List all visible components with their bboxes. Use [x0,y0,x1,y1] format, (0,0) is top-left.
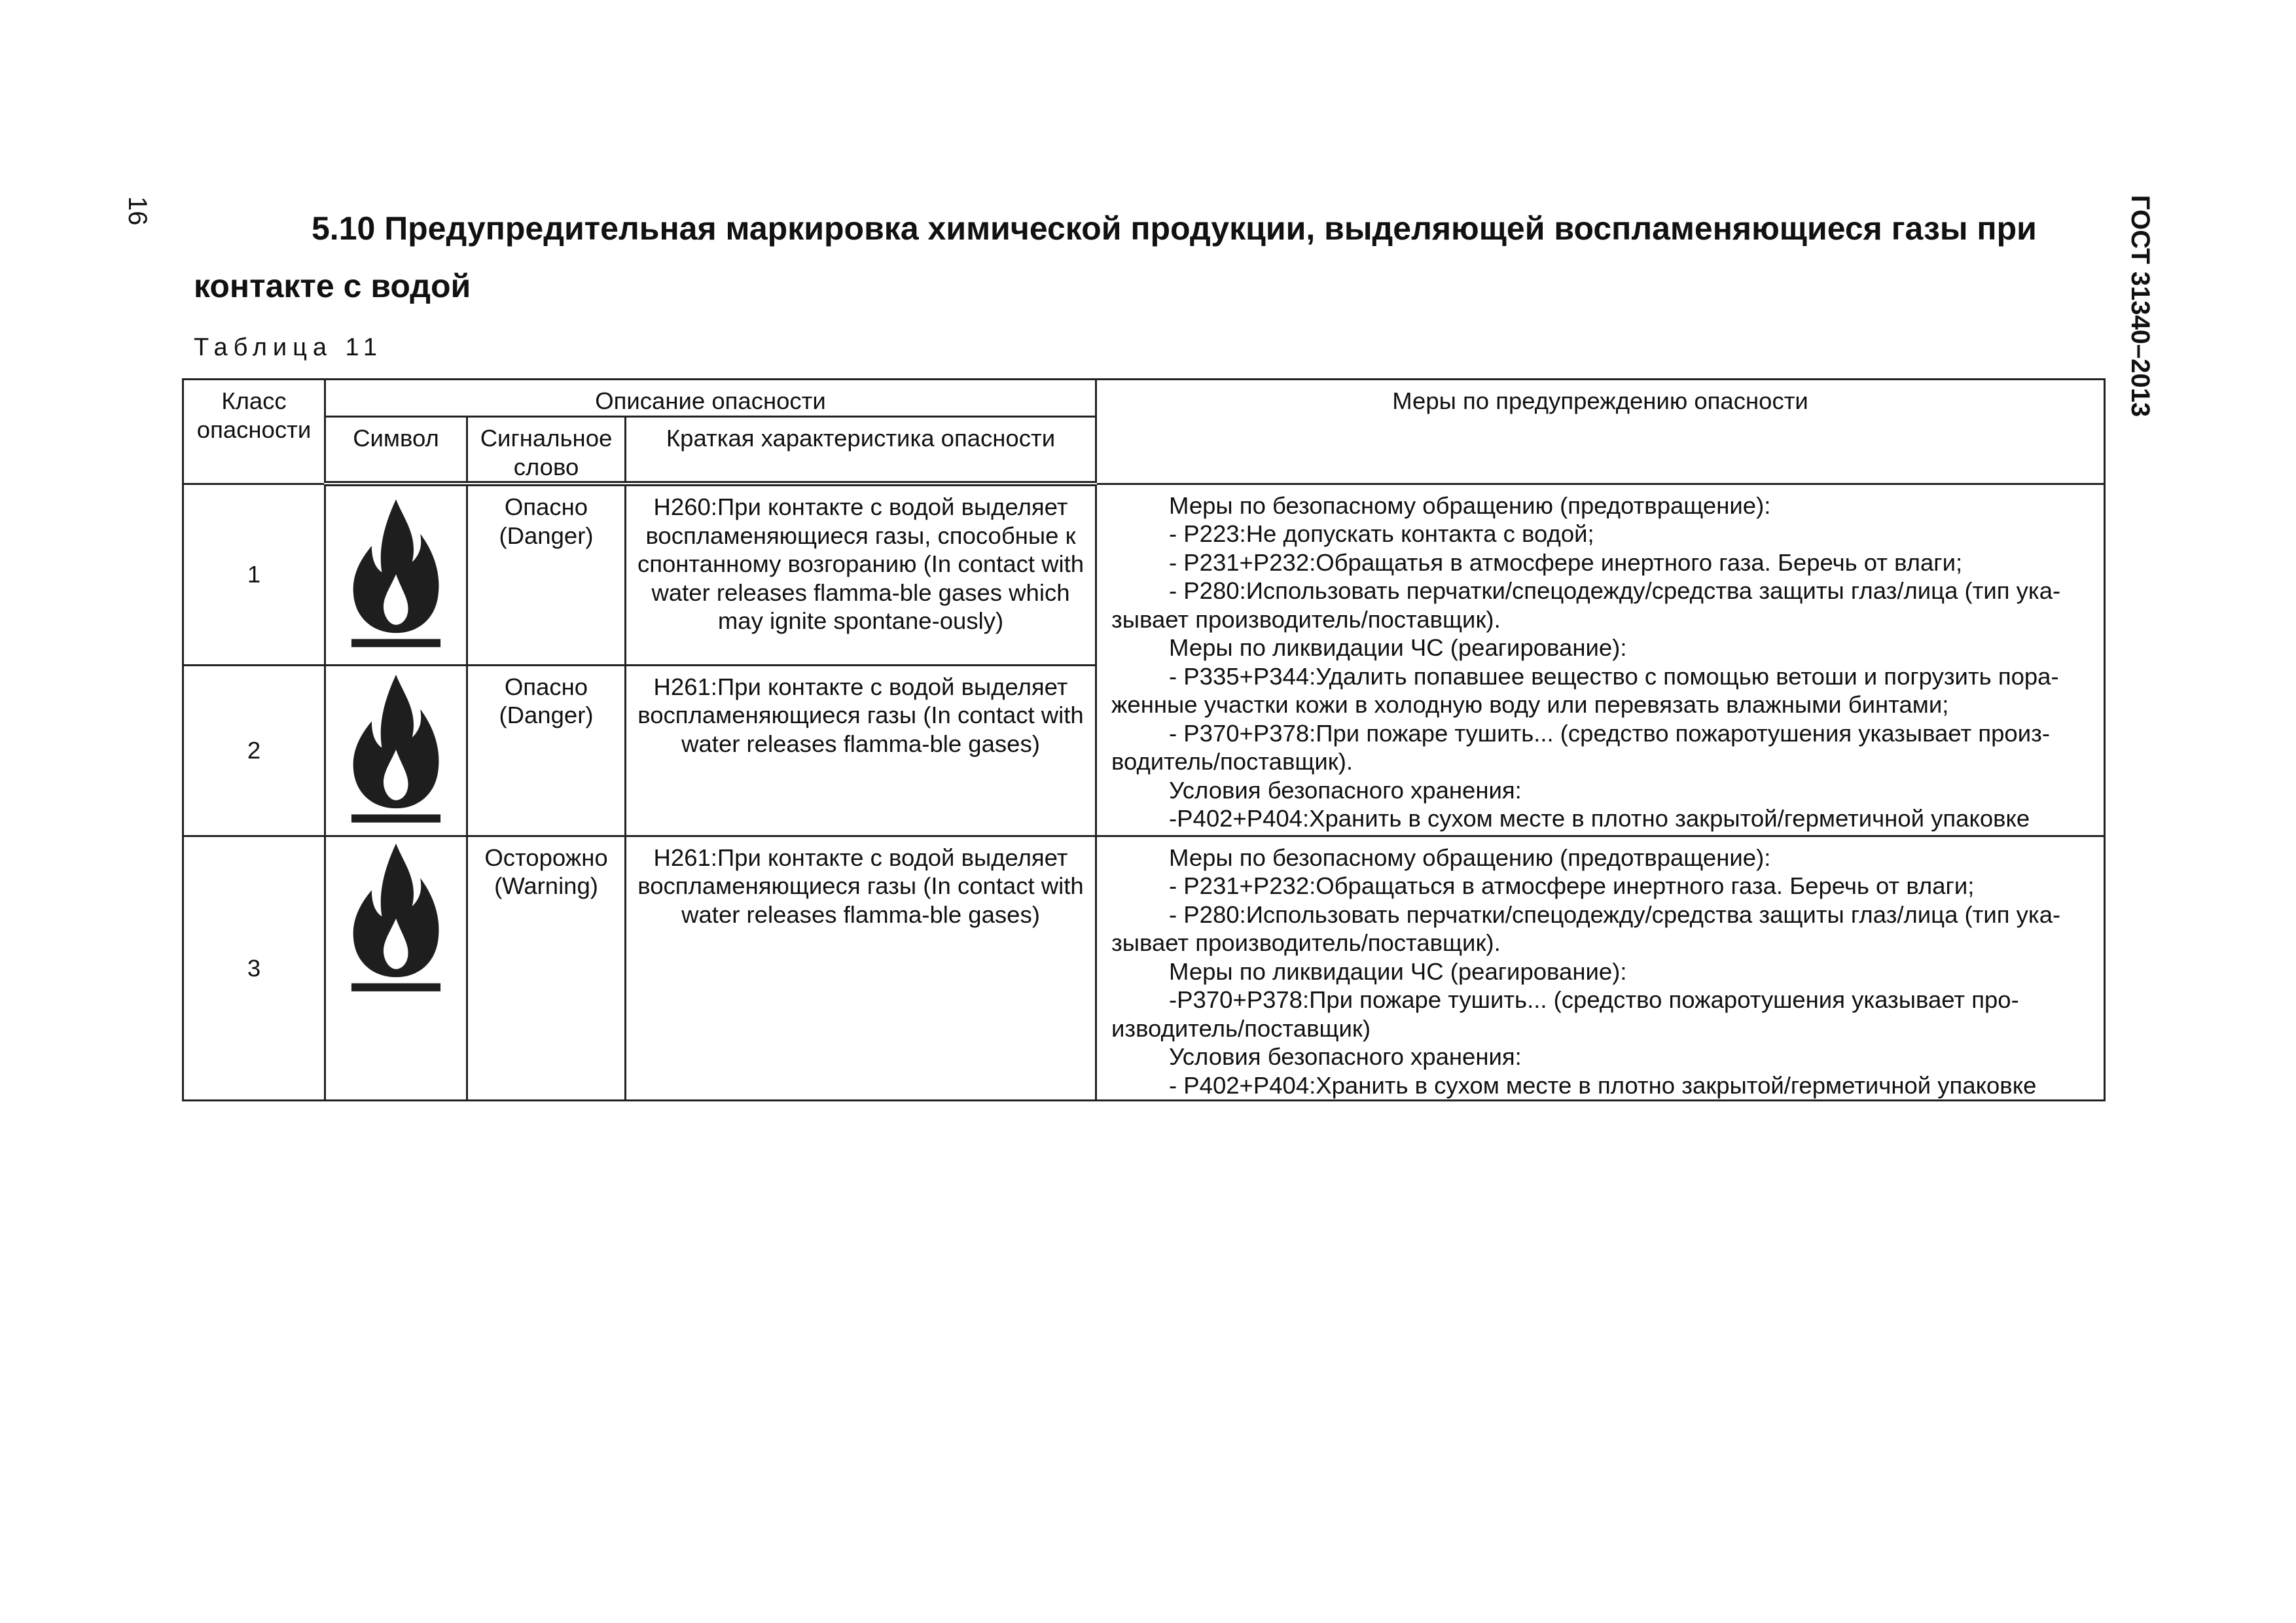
flame-over-line-icon [345,844,447,995]
table-label: Таблица 11 [194,334,383,361]
measure-line: Меры по безопасному обращению (предотвращение): [1169,844,1771,871]
hazard-table [182,378,2106,1101]
standard-code: ГОСТ 31340–2013 [2126,195,2155,418]
hazard-class-value: 3 [183,836,325,1101]
measure-line: - P231+P232:Обращатья в атмосфере инертного газа. Беречь от влаги; [1169,548,1963,576]
measure-line: Меры по безопасному обращению (предотвращение): [1169,491,1771,519]
header-signal-word: Сигнальное слово [467,417,626,484]
measure-line: -P402+P404:Хранить в сухом месте в плотно закрытой/герметичной упаковке [1169,805,2030,832]
signal-word: Опасно (Danger) [467,484,626,665]
header-brief: Краткая характеристика опасности [626,417,1096,484]
hazard-class-value: 1 [183,484,325,665]
measure-line: Условия безопасного хранения: [1169,776,1522,804]
header-symbol: Символ [325,417,467,484]
symbol-cell [325,665,467,836]
measure-line: - P280:Использовать перчатки/спецодежду/средства защиты глаз/лица (тип ука-зывает производитель/поставщик). [1111,577,2061,633]
measure-line: - P335+P344:Удалить попавшее вещество с помощью ветоши и погрузить пора-женные участки кожи в холодную воду или перевязать влажными бинтами; [1111,662,2059,718]
measure-line: - P402+P404:Хранить в сухом месте в плотно закрытой/герметичной упаковке [1169,1071,2037,1099]
header-hazard-description: Описание опасности [325,380,1096,417]
measure-line: - P231+P232:Обращаться в атмосфере инертного газа. Беречь от влаги; [1169,872,1975,899]
hazard-statement: H260:При контакте с водой выделяет воспламеняющиеся газы, способные к спонтанному возгоранию (In contact with water releases flamma-ble gases which may ignite spontane-ously) [626,484,1096,665]
table-row [183,836,2105,1101]
signal-word: Осторожно (Warning) [467,836,626,1101]
prevention-measures [1096,484,2105,836]
section-title: 5.10 Предупредительная маркировка химической продукции, выделяющей воспламеняющиеся газы при контакте с водой [194,210,2037,304]
hazard-statement: H261:При контакте с водой выделяет воспламеняющиеся газы (In contact with water releases flamma-ble gases) [626,665,1096,836]
measure-line: Меры по ликвидации ЧС (реагирование): [1169,957,1627,985]
measure-line: Меры по ликвидации ЧС (реагирование): [1169,634,1627,661]
symbol-cell [325,484,467,665]
measure-line: - P370+P378:При пожаре тушить... (средство пожаротушения указывает произ-водитель/поставщик). [1111,719,2050,775]
signal-word: Опасно (Danger) [467,665,626,836]
measure-line: - P223:Не допускать контакта с водой; [1169,520,1594,547]
hazard-class-value: 2 [183,665,325,836]
symbol-cell [325,836,467,1101]
measure-line: Условия безопасного хранения: [1169,1043,1522,1070]
hazard-statement: H261:При контакте с водой выделяет воспламеняющиеся газы (In contact with water releases flamma-ble gases) [626,836,1096,1101]
table-row [183,484,2105,665]
flame-over-line-icon [345,499,447,651]
flame-over-line-icon [345,675,447,827]
page-number: 16 [123,196,152,226]
prevention-measures [1096,836,2105,1101]
header-hazard-class: Класс опасности [183,380,325,484]
measure-line: -P370+P378:При пожаре тушить... (средство пожаротушения указывает про-изводитель/поставщик) [1111,986,2019,1042]
measure-line: - P280:Использовать перчатки/спецодежду/средства защиты глаз/лица (тип ука-зывает производитель/поставщик). [1111,901,2061,956]
header-measures: Меры по предупреждению опасности [1096,380,2105,484]
